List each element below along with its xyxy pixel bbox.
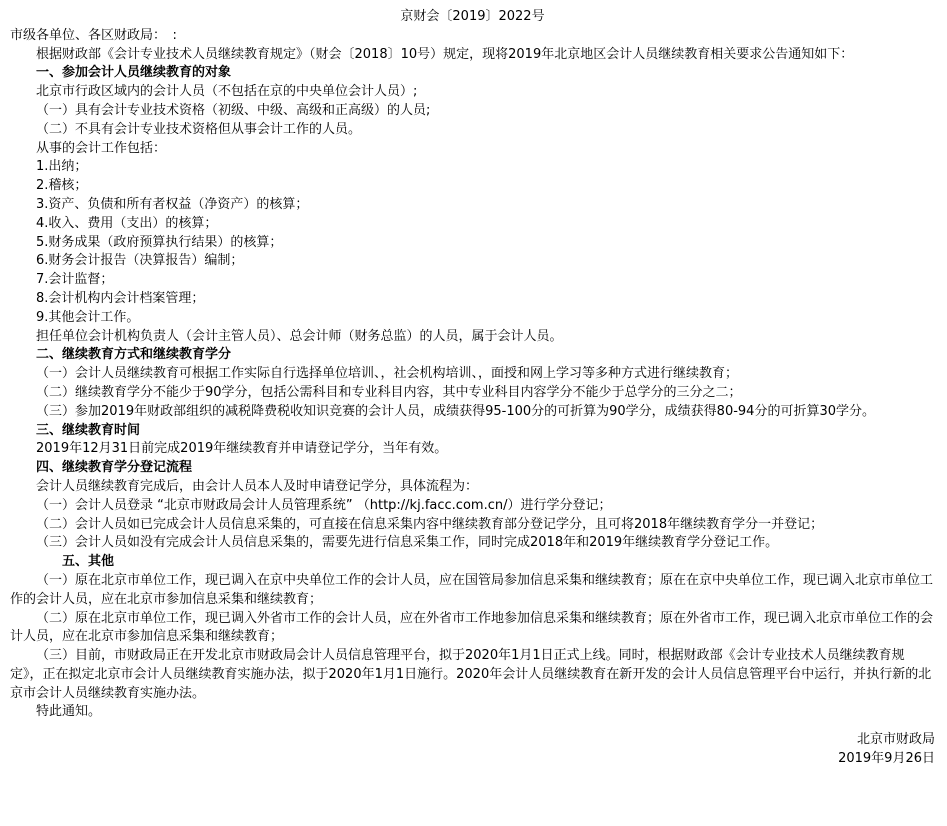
section-4-line: （一）会计人员登录 “北京市财政局会计人员管理系统” （http://kj.facc.com.cn/）进行学分登记； <box>36 497 612 513</box>
section-1-line: 6.财务会计报告（决算报告）编制； <box>36 253 244 269</box>
section-1-line: 7.会计监督； <box>36 272 114 288</box>
section-3-heading: 三、继续教育时间 <box>36 422 141 438</box>
section-4-line: （二）会计人员如已完成会计人员信息采集的，可直接在信息采集内容中继续教育部分登记学分，且可将2018年继续教育学分一并登记； <box>36 516 824 532</box>
section-1-heading: 一、参加会计人员继续教育的对象 <box>36 65 232 81</box>
section-1-line: 北京市行政区域内的会计人员（不包括在京的中央单位会计人员）; <box>36 84 418 100</box>
section-1-line: 1.出纳； <box>36 159 88 175</box>
section-4-heading: 四、继续教育学分登记流程 <box>36 460 193 476</box>
section-1-line: （二）不具有会计专业技术资格但从事会计工作的人员。 <box>36 121 362 137</box>
section-4-line: 会计人员继续教育完成后，由会计人员本人及时申请登记学分，具体流程为： <box>36 478 479 494</box>
section-2-line: （三）参加2019年财政部组织的减税降费税收知识竞赛的会计人员，成绩获得95-100分的可折算为90学分，成绩获得80-94分的可折算30学分。 <box>36 403 875 419</box>
closing-line: 特此通知。 <box>36 704 102 720</box>
section-5-heading: 五、其他 <box>62 554 115 570</box>
section-2-line: （二）继续教育学分不能少于90学分，包括公需科目和专业科目内容，其中专业科目内容学分不能少于总学分的三分之二； <box>36 384 742 400</box>
section-1-line: 2.稽核； <box>36 178 88 194</box>
recipients: 市级各单位、各区财政局： : <box>10 27 177 43</box>
section-3-line: 2019年12月31日前完成2019年继续教育并申请登记学分，当年有效。 <box>36 441 448 457</box>
section-1-line: （一）具有会计专业技术资格（初级、中级、高级和正高级）的人员; <box>36 102 431 118</box>
section-2-line: （一）会计人员继续教育可根据工作实际自行选择单位培训、，社会机构培训、，面授和网上学习等多种方式进行继续教育； <box>36 366 739 382</box>
section-1-line: 8.会计机构内会计档案管理； <box>36 290 205 306</box>
signature-date: 2019年9月26日 <box>838 751 935 767</box>
section-5-line: （三）目前，市财政局正在开发北京市财政局会计人员信息管理平台，拟于2020年1月1日正式上线。同时，根据财政部《会计专业技术人员继续教育规定》，正在拟定北京市会计人员继续教育实施办法，拟于2020年1月1日施行。2020年会计人员继续教育在新开发的会计人员信息管理平台中运行，并执行新的北京市会计人员继续教育实施办法。 <box>10 648 932 701</box>
signature-org: 北京市财政局 <box>856 732 935 748</box>
section-4-line: （三）会计人员如没有完成会计人员信息采集的，需要先进行信息采集工作，同时完成2018年和2019年继续教育学分登记工作。 <box>36 535 779 551</box>
section-1-line: 9.其他会计工作。 <box>36 309 140 325</box>
doc-number: 京财会〔2019〕2022号 <box>400 9 545 24</box>
section-5-line: （一）原在北京市单位工作，现已调入在京中央单位工作的会计人员，应在国管局参加信息采集和继续教育；原在在京中央单位工作，现已调入北京市单位工作的会计人员，应在北京市参加信息采集和继续教育； <box>10 572 934 607</box>
section-1-line: 5.财务成果（政府预算执行结果）的核算； <box>36 234 283 250</box>
section-1-line: 担任单位会计机构负责人（会计主管人员）、总会计师（财务总监）的人员，属于会计人员。 <box>36 328 563 344</box>
section-2-heading: 二、继续教育方式和继续教育学分 <box>36 347 232 363</box>
section-1-line: 3.资产、负债和所有者权益（净资产）的核算； <box>36 196 309 212</box>
intro-paragraph: 根据财政部《会计专业技术人员继续教育规定》（财会〔2018〕10号）规定，现将2019年北京地区会计人员继续教育相关要求公告通知如下： <box>36 46 854 62</box>
section-1-line: 从事的会计工作包括： <box>36 140 167 156</box>
section-5-line: （二）原在北京市单位工作，现已调入外省市工作的会计人员，应在外省市工作地参加信息采集和继续教育；原在外省市工作，现已调入北京市单位工作的会计人员，应在北京市参加信息采集和继续教育； <box>10 610 934 645</box>
section-1-line: 4.收入、费用（支出）的核算； <box>36 215 218 231</box>
